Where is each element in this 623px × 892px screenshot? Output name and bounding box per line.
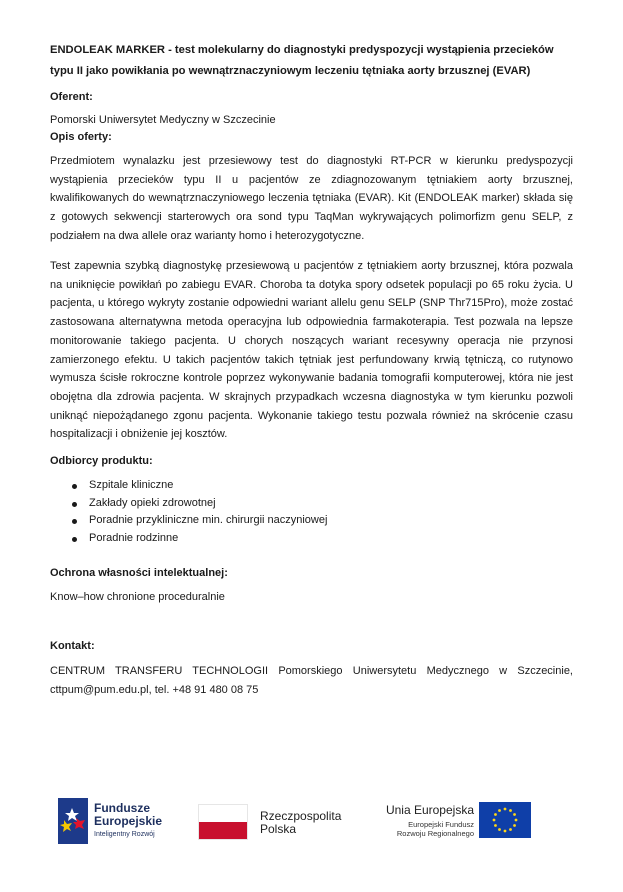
eu-star-icon (513, 813, 516, 816)
list-item: Szpitale kliniczne (50, 477, 550, 495)
european-funds-icon (58, 798, 88, 844)
polish-flag-icon (198, 804, 248, 840)
eu-star-icon (509, 809, 512, 812)
document-title: ENDOLEAK MARKER - test molekularny do diagnostyki predyspozycji wystąpienia przecieków typu II jako powikłania po wewnątrznaczyniowym leczeniu tętniaka aorty brzusznej (EVAR) (50, 44, 554, 77)
list-item: Zakłady opieki zdrowotnej (50, 495, 550, 513)
ip-heading: Ochrona własności intelektualnej: (50, 567, 228, 579)
logo-fe-sub: Inteligentny Rozwój (94, 831, 155, 838)
bullet-icon (72, 519, 77, 524)
logo-fundusze-europejskie (58, 798, 188, 844)
logo-fe-line2: Europejskie (94, 814, 163, 828)
logo-rp-line1: Rzeczpospolita (260, 809, 342, 823)
eu-star-icon (515, 819, 518, 822)
logo-fe-line1: Fundusze (94, 801, 150, 815)
logo-ue-title: Unia Europejska (385, 803, 474, 817)
list-item: Poradnie rodzinne (50, 530, 550, 548)
list-item: Poradnie przykliniczne min. chirurgii naczyniowej (50, 512, 550, 530)
recipients-list (50, 477, 550, 547)
eu-flag-icon (479, 802, 531, 838)
contact-text: CENTRUM TRANSFERU TECHNOLOGII Pomorskiego Uniwersytetu Medycznego w Szczecinie, cttpum@pum.edu.pl, tel. +48 91 480 08 75 (50, 665, 573, 696)
description-paragraph-2: Test zapewnia szybką diagnostykę przesiewową u pacjentów z tętniakiem aorty brzusznej, która pozwala na uniknięcie powikłań po zabiegu EVAR. Choroba ta dotyka spory odsetek populacji po 65 roku życia. U pacjenta, u którego wykryty zostanie odpowiedni wariant allelu genu SELP (SNP Thr715Pro), może zostać zastosowana alternatywna metoda operacyjna lub odpowiednia farmakoterapia. Test pozwala na lepsze monitorowanie takiego pacjenta. U chorych noszących wariant recesywny operacja nie przynosi zamierzonego efektu. U takich pacjentów takich tętniak jest perfundowany krwią tętniczą, co rutynowo wymusza ścisłe rokroczne kontrole poprzez wykonywanie badania tomografii komputerowej, która nie jest obojętna dla zdrowia pacjenta. W skrajnych przypadkach wczesna diagnostyka w tym kierunku pozwoli uniknąć niepożądanego zgonu pacjenta. Wykonanie takiego testu pozwala również na skrócenie czasu hospitalizacji i obniżenie jej kosztów. (50, 260, 573, 441)
logo-ue-sub2: Rozwoju Regionalnego (396, 829, 474, 838)
bullet-icon (72, 484, 77, 489)
offerer-name: Pomorski Uniwersytet Medyczny w Szczecinie (50, 114, 276, 126)
contact-heading: Kontakt: (50, 640, 95, 652)
eu-star-icon (504, 808, 507, 811)
eu-star-icon (498, 828, 501, 831)
eu-star-icon (509, 828, 512, 831)
logo-rzeczpospolita-polska (198, 804, 358, 844)
logo-rp-line2: Polska (260, 822, 297, 836)
description-paragraph-1: Przedmiotem wynalazku jest przesiewowy test do diagnostyki RT-PCR w kierunku predyspozycji wystąpienia przecieków typu II u pacjentów ze zdiagnozowanym tętniakiem aorty brzusznej, kwalifikowanych do wewnątrznaczyniowego leczenia tętniaka (EVAR). Kit (ENDOLEAK marker) składa się z gotowych sekwencji starterowych ora sond typu TaqMan wykrywających polimorfizm genu SELP, z podziałem na dwa allele oraz warianty homo i heterozygotyczne. (50, 155, 573, 242)
logo-unia-europejska (378, 802, 538, 842)
eu-star-icon (513, 824, 516, 827)
bullet-icon (72, 537, 77, 542)
eu-star-icon (498, 809, 501, 812)
eu-star-icon (494, 813, 497, 816)
ip-text: Know–how chronione proceduralnie (50, 591, 225, 603)
description-heading: Opis oferty: (50, 131, 112, 143)
logo-ue-sub1: Europejski Fundusz (408, 820, 474, 829)
offerer-heading: Oferent: (50, 91, 93, 103)
bullet-icon (72, 502, 77, 507)
recipients-heading: Odbiorcy produktu: (50, 455, 153, 467)
eu-star-icon (504, 830, 507, 833)
eu-star-icon (494, 824, 497, 827)
eu-star-icon (493, 819, 496, 822)
